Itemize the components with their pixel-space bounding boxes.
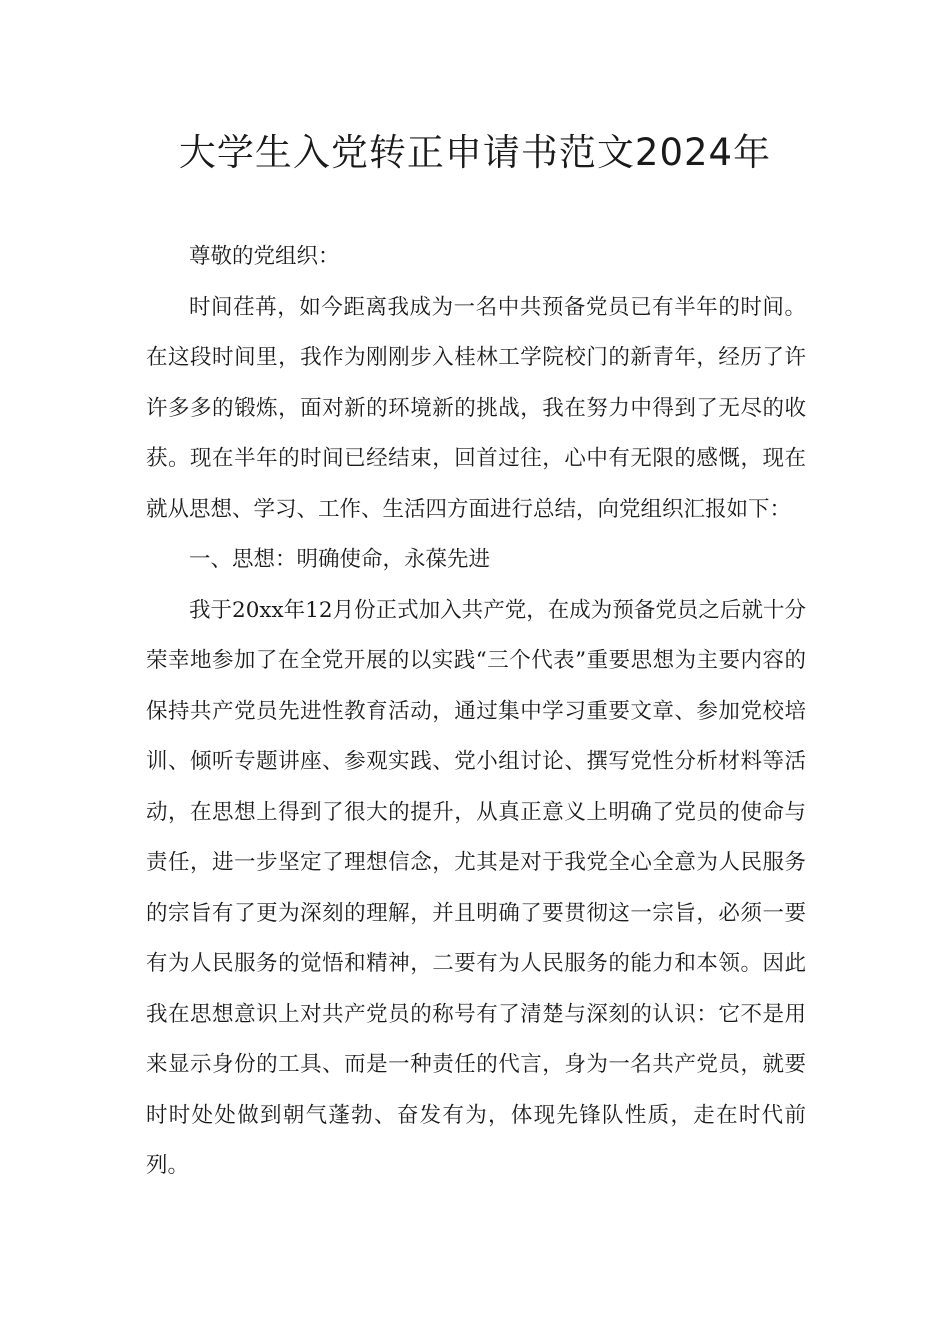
section-heading: 一、思想：明确使命，永葆先进 xyxy=(189,547,491,572)
salutation: 尊敬的党组织： xyxy=(189,244,340,269)
intro-paragraph: 时间荏苒，如今距离我成为一名中共预备党员已有半年的时间。在这段时间里，我作为刚刚步入桂林工学院校门的新青年，经历了许许多多的锻炼，面对新的环境新的挑战，我在努力中得到了无尽的收获。现在半年的时间已经结束，回首过往，心中有无限的感慨，现在就从思想、学习、工作、生活四方面进行总结，向党组织汇报如下： xyxy=(146,294,806,522)
document-body xyxy=(146,232,806,1192)
document-title: 大学生入党转正申请书范文2024年 xyxy=(178,131,772,174)
section-paragraph: 我于20xx年12月份正式加入共产党，在成为预备党员之后就十分荣幸地参加了在全党开展的以实践“三个代表”重要思想为主要内容的保持共产党员先进性教育活动，通过集中学习重要文章、参加党校培训、倾听专题讲座、参观实践、党小组讨论、撰写党性分析材料等活动，在思想上得到了很大的提升，从真正意义上明确了党员的使命与责任，进一步坚定了理想信念，尤其是对于我党全心全意为人民服务的宗旨有了更为深刻的理解，并且明确了要贯彻这一宗旨，必须一要有为人民服务的觉悟和精神，二要有为人民服务的能力和本领。因此我在思想意识上对共产党员的称号有了清楚与深刻的认识：它不是用来显示身份的工具、而是一种责任的代言，身为一名共产党员，就要时时处处做到朝气蓬勃、奋发有为，体现先锋队性质，走在时代前列。 xyxy=(146,597,806,1178)
